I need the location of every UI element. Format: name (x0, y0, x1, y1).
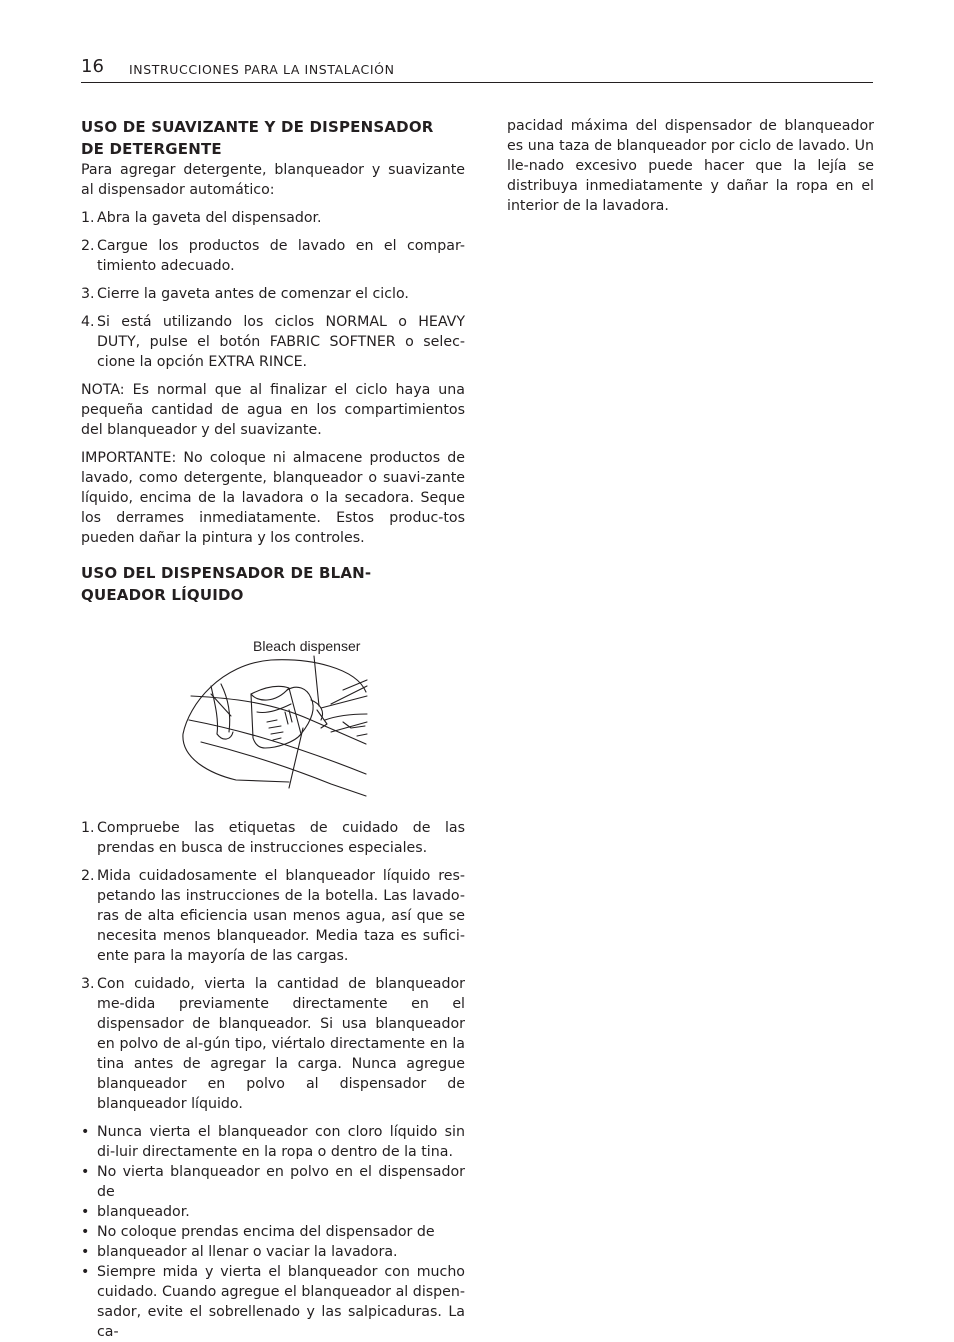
list-number: 1. (81, 210, 95, 226)
section-title-line: QUEADOR LÍQUIDO (81, 586, 244, 604)
list-item (81, 1262, 465, 1342)
list-text: Mida cuidadosamente el blanqueador líquido res-petando las instrucciones de la botella. Las lavado-ras de alta eficiencia usan menos agua, así que se necesita menos blanqueador. Media taza es sufici-ente para la mayoría de las cargas. (97, 868, 465, 964)
list-number: 3. (81, 286, 95, 302)
softener-steps-list (81, 208, 465, 372)
bleach-dispenser-figure (81, 624, 465, 814)
list-item (81, 1222, 465, 1242)
list-number: 4. (81, 314, 95, 330)
bleach-steps-list (81, 818, 465, 1114)
list-text: Siempre mida y vierta el blanqueador con mucho cuidado. Cuando agregue el blanqueador al dispen-sador, evite el sobrellenado y las salpicaduras. La ca- (97, 1264, 465, 1340)
page-number: 16 (81, 56, 104, 77)
list-number: 3. (81, 976, 95, 992)
right-column (507, 116, 874, 224)
bullet: • (81, 1264, 90, 1280)
bullet: • (81, 1204, 90, 1220)
list-text: No vierta blanqueador en polvo en el dispensador de (97, 1164, 465, 1200)
list-text: Cargue los productos de lavado en el compar-timiento adecuado. (97, 238, 465, 274)
list-text: Abra la gaveta del dispensador. (97, 210, 322, 226)
list-number: 2. (81, 868, 95, 884)
list-item (81, 974, 465, 1114)
bullet: • (81, 1164, 90, 1180)
list-text: Si está utilizando los ciclos NORMAL o HEAVY DUTY, pulse el botón FABRIC SOFTNER o selec-cione la opción EXTRA RINCE. (97, 314, 465, 370)
bullet: • (81, 1244, 90, 1260)
list-item (81, 236, 465, 276)
important-text: No coloque ni almacene productos de lavado, como detergente, blanqueador o suavi-zante líquido, encima de la lavadora o la secadora. Seque los derrames inmediatamente. Estos produc-tos pueden dañar la pintura y los controles. (81, 450, 465, 546)
intro-paragraph: Para agregar detergente, blanqueador y suavizante al dispensador automático: (81, 162, 465, 198)
section-title-line: DE DETERGENTE (81, 140, 222, 158)
list-item (81, 1122, 465, 1162)
section-title-line: USO DEL DISPENSADOR DE BLAN- (81, 564, 372, 582)
left-column (81, 116, 465, 1342)
list-item (81, 1242, 465, 1262)
section-title-line: USO DE SUAVIZANTE Y DE DISPENSADOR (81, 118, 434, 136)
list-item (81, 866, 465, 966)
page-header (81, 56, 873, 83)
list-number: 2. (81, 238, 95, 254)
list-item (81, 208, 465, 228)
list-text: No coloque prendas encima del dispensador de (97, 1224, 435, 1240)
list-text: blanqueador. (97, 1204, 190, 1220)
list-text: Compruebe las etiquetas de cuidado de las prendas en busca de instrucciones especiales. (97, 820, 465, 856)
important-label: IMPORTANTE: (81, 450, 177, 466)
important-paragraph (81, 448, 465, 548)
list-text: Con cuidado, vierta la cantidad de blanqueador me-dida previamente directamente en el dispensador de blanqueador. Si usa blanqueador en polvo de al-gún tipo, viértalo directamente en la tina antes de agregar la carga. Nunca agregue blanqueador en polvo al dispensador de blanqueador líquido. (97, 976, 465, 1112)
continuation-paragraph: pacidad máxima del dispensador de blanqueador es una taza de blanqueador por ciclo de lavado. Un lle-nado excesivo puede hacer que la lejía se distribuya inmediatamente y dañar la ropa en el interior de la lavadora. (507, 118, 874, 214)
list-item (81, 284, 465, 304)
list-text: Cierre la gaveta antes de comenzar el ciclo. (97, 286, 409, 302)
list-number: 1. (81, 820, 95, 836)
header-section-title: INSTRUCCIONES PARA LA INSTALACIÓN (129, 62, 395, 77)
figure-caption: Bleach dispenser (253, 638, 361, 654)
list-item (81, 1202, 465, 1222)
bullet: • (81, 1224, 90, 1240)
list-item (81, 818, 465, 858)
note-label: NOTA: (81, 382, 125, 398)
list-text: Nunca vierta el blanqueador con cloro líquido sin di-luir directamente en la ropa o dentro de la tina. (97, 1124, 465, 1160)
bleach-bullets-list (81, 1122, 465, 1342)
list-item (81, 312, 465, 372)
section-title-bleach (81, 562, 465, 606)
list-item (81, 1162, 465, 1202)
note-text: Es normal que al finalizar el ciclo haya una pequeña cantidad de agua en los compartimientos del blanqueador y del suavizante. (81, 382, 465, 438)
note-paragraph (81, 380, 465, 440)
bleach-dispenser-illustration (81, 624, 465, 814)
list-text: blanqueador al llenar o vaciar la lavadora. (97, 1244, 398, 1260)
section-title-softener (81, 116, 465, 160)
bullet: • (81, 1124, 90, 1140)
